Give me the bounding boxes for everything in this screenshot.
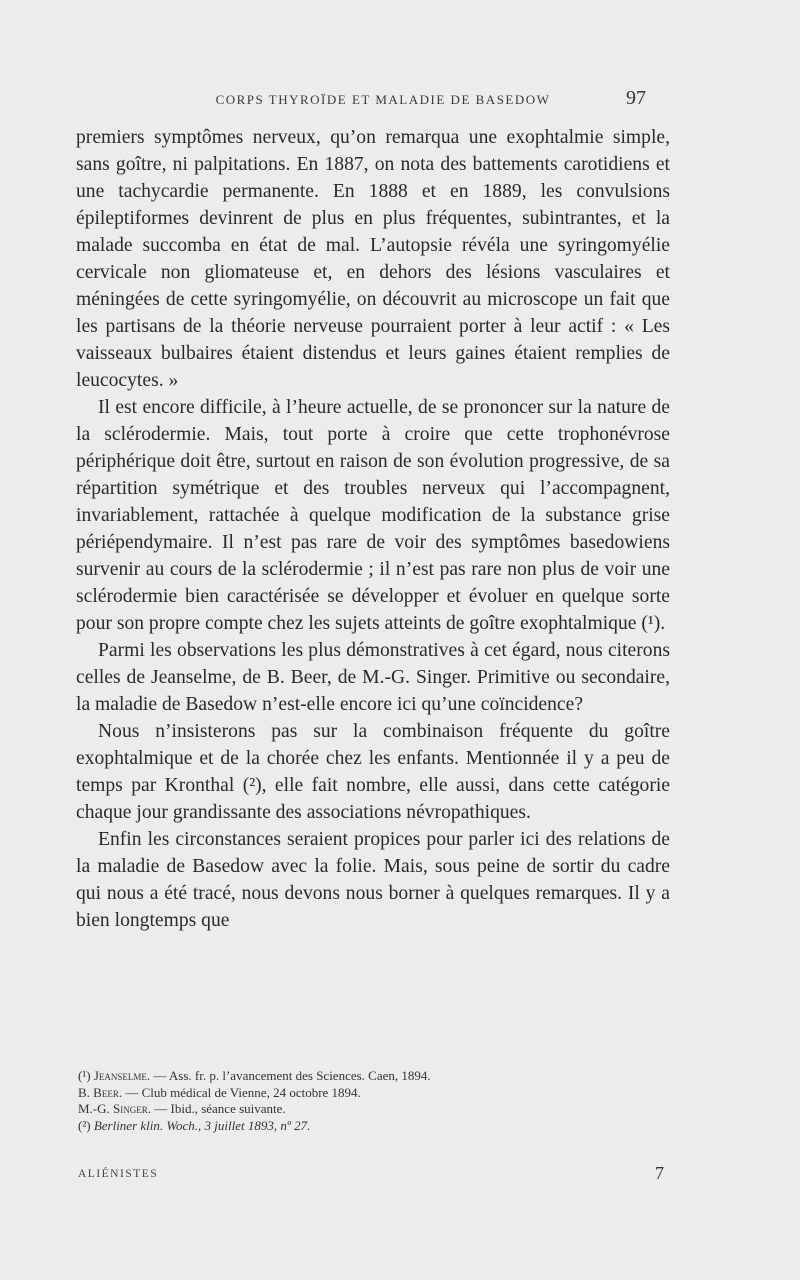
footnote-text: Berliner klin. Woch., 3 juillet 1893, nº 27. xyxy=(93,1117,311,1133)
footnote-1 xyxy=(78,1068,678,1085)
paragraph-1: premiers symptômes nerveux, qu’on remarqua une exophtalmie simple, sans goître, ni palpitations. En 1887, on nota des battements carotidiens et une tachycardie permanente. En 1888 et en 1889, les convulsions épileptiformes devinrent de plus en plus fréquentes, subintrantes, et la malade succomba en état de mal. L’autopsie révéla une syringomyélie cervicale non gliomateuse et, en dehors des lésions vasculaires et méningées de cette syringomyélie, on découvrit au microscope un fait que les partisans de la théorie nerveuse pourraient porter à leur actif : « Les vaisseaux bulbaires étaient distendus et leurs gaines étaient remplies de leucocytes. » xyxy=(76,127,670,391)
paragraph-3: Parmi les observations les plus démonstratives à cet égard, nous citerons celles de Jeanselme, de B. Beer, de M.-G. Singer. Primitive ou secondaire, la maladie de Basedow n’est-elle encore ici qu’une coïncidence? xyxy=(76,640,670,715)
body-text xyxy=(76,124,670,934)
paragraph-5: Enfin les circonstances seraient propices pour parler ici des relations de la maladie de Basedow avec la folie. Mais, sous peine de sortir du cadre qui nous a été tracé, nous devons nous borner à quelques remarques. Il y a bien longtemps que xyxy=(76,829,670,931)
footnote-text: — Ass. fr. p. l’avancement des Sciences. Caen, 1894. xyxy=(150,1068,431,1083)
footnote-marker: (¹) xyxy=(78,1068,91,1083)
footnote-author: B. Beer. xyxy=(78,1084,123,1100)
page-number: 97 xyxy=(626,87,646,109)
footnote-text: — Ibid., séance suivante. xyxy=(151,1101,286,1116)
footnote-author: M.-G. Singer. xyxy=(78,1101,152,1116)
footnote-author: Jeanselme. xyxy=(93,1068,151,1083)
footnote-text: — Club médical de Vienne, 24 octobre 1894. xyxy=(122,1084,361,1100)
footnote-4 xyxy=(78,1118,678,1135)
footnote-marker: (²) xyxy=(78,1117,91,1133)
paragraph-4: Nous n’insisterons pas sur la combinaison fréquente du goître exophtalmique et de la chorée chez les enfants. Mentionnée il y a peu de temps par Kronthal (²), elle fait nombre, elle aussi, dans cette catégorie chaque jour grandissante des associations névropathiques. xyxy=(76,721,670,823)
footnotes xyxy=(78,1068,678,1134)
footnote-3 xyxy=(78,1101,678,1118)
running-title: CORPS THYROÏDE ET MALADIE DE BASEDOW xyxy=(215,92,551,107)
footnote-2 xyxy=(78,1085,678,1102)
signature-label: ALIÉNISTES xyxy=(78,1168,159,1180)
signature-number: 7 xyxy=(655,1163,664,1183)
paragraph-2: Il est encore difficile, à l’heure actuelle, de se prononcer sur la nature de la sclérodermie. Mais, tout porte à croire que cette trophonévrose périphérique doit être, surtout en raison de son évolution progressive, de sa répartition symétrique et des troubles nerveux qui l’accompagnent, invariablement, rattachée à quelque modification de la substance grise périépendymaire. Il n’est pas rare de voir des symptômes basedowiens survenir au cours de la sclérodermie ; il n’est pas rare non plus de voir une sclérodermie bien caractérisée se développer et évoluer en quelque sorte pour son propre compte chez les sujets atteints de goître exophtalmique (¹). xyxy=(76,397,670,634)
